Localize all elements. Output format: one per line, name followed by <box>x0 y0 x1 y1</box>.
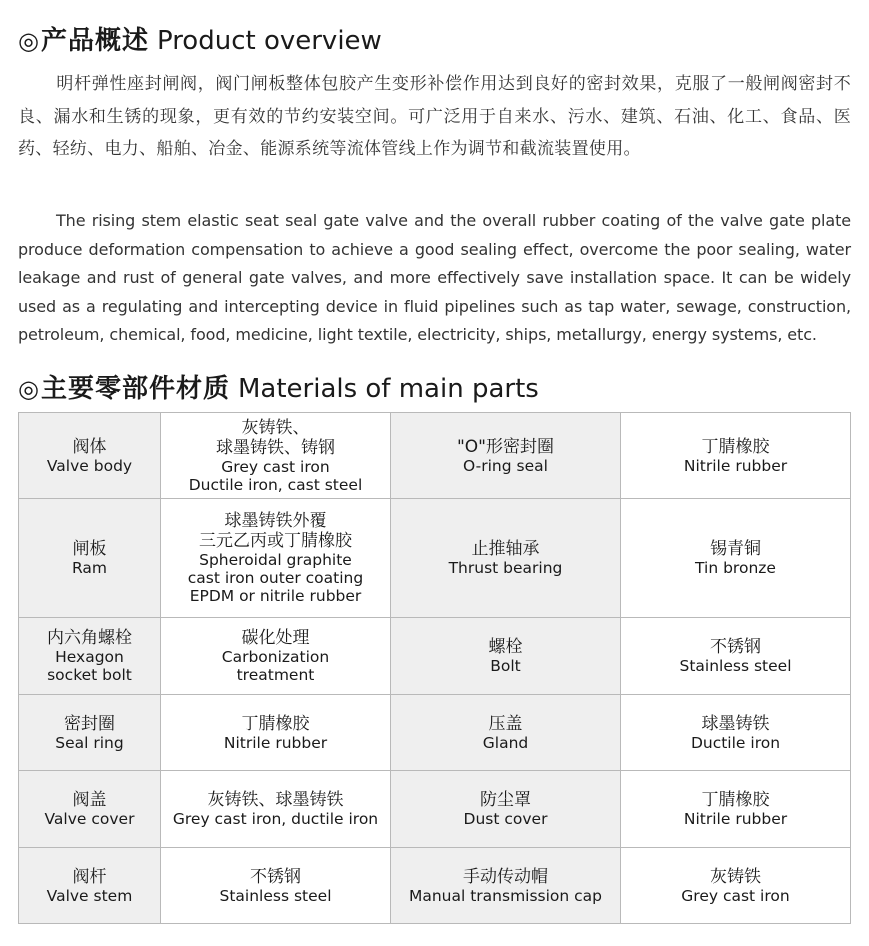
table-cell-part <box>391 848 621 924</box>
cell-text-cn: 防尘罩 <box>480 790 531 810</box>
table-cell-material <box>161 695 391 771</box>
table-row <box>19 848 851 924</box>
cell-text-cn: 闸板 <box>72 539 107 559</box>
table-cell-material <box>621 695 851 771</box>
table-cell-material <box>621 413 851 499</box>
cell-text-en: Stainless steel <box>219 886 332 905</box>
overview-heading <box>18 24 382 58</box>
cell-text-cn: 密封圈 <box>64 713 115 734</box>
table-cell-part <box>19 618 161 695</box>
cell-text-en: Ductile iron <box>690 733 781 752</box>
cell-text-cn: 压盖 <box>488 713 523 734</box>
cell-text-en: Nitrile rubber <box>223 733 328 752</box>
cell-text-cn: 碳化处理 <box>241 628 310 648</box>
cell-text-en: Nitrile rubber <box>683 810 788 828</box>
table-row <box>19 413 851 499</box>
table-cell-part <box>19 771 161 848</box>
cell-text-en: Ductile iron, cast steel <box>188 475 363 494</box>
cell-text-cn: 灰铸铁、 <box>241 417 310 438</box>
cell-text-en: Tin bronze <box>695 559 776 577</box>
table-cell-material <box>161 499 391 618</box>
cell-text-en: Grey cast iron <box>221 457 330 476</box>
cell-text-en: cast iron outer coating <box>187 569 364 587</box>
cell-text-cn: 不锈钢 <box>710 637 761 657</box>
overview-paragraph-cn <box>18 68 851 166</box>
table-cell-part <box>391 771 621 848</box>
cell-text-cn: 球墨铸铁、铸钢 <box>216 437 335 458</box>
cell-text-cn: 阀盖 <box>72 790 107 810</box>
table-row <box>19 695 851 771</box>
cell-text-cn: 锡青铜 <box>710 539 761 559</box>
circle-bullet-icon: ◎ <box>18 375 39 403</box>
table-cell-part <box>391 618 621 695</box>
cell-text-en: Ram <box>71 559 108 577</box>
table-row <box>19 499 851 618</box>
table-cell-material <box>621 618 851 695</box>
cell-text-en: Stainless steel <box>679 657 792 675</box>
cell-text-en: Grey cast iron, ductile iron <box>172 810 379 828</box>
cell-text-en: Valve cover <box>44 810 135 828</box>
cell-text-en: Hexagon <box>55 648 124 666</box>
cell-text-cn: 球墨铸铁外覆 <box>224 511 327 531</box>
cell-text-cn: 不锈钢 <box>250 866 301 887</box>
cell-text-en: Bolt <box>490 657 521 675</box>
cell-text-en: Manual transmission cap <box>408 886 603 905</box>
materials-heading <box>18 372 539 406</box>
cell-text-en: Valve stem <box>46 886 133 905</box>
cell-text-en: Spheroidal graphite <box>199 551 352 569</box>
cell-text-en: Gland <box>482 733 529 752</box>
cell-text-cn: "O"形密封圈 <box>456 436 555 457</box>
table-cell-part <box>391 413 621 499</box>
cell-text-cn: 灰铸铁 <box>710 866 761 887</box>
table-cell-material <box>161 413 391 499</box>
overview-paragraph-cn-text: 明杆弹性座封闸阀，阀门闸板整体包胶产生变形补偿作用达到良好的密封效果，克服了一般闸阀密封不良、漏水和生锈的现象，更有效的节约安装空间。可广泛用于自来水、污水、建筑、石油、化工、食品、医药、轻纺、电力、船舶、冶金、能源系统等流体管线上作为调节和截流装置使用。 <box>18 74 851 159</box>
cell-text-en: Nitrile rubber <box>683 456 788 475</box>
materials-title-en: Materials of main parts <box>237 374 539 404</box>
materials-title-cn: 主要零部件材质 <box>40 374 230 404</box>
table-cell-part <box>391 499 621 618</box>
table-cell-part <box>19 848 161 924</box>
overview-paragraph-en <box>18 207 851 350</box>
overview-title-en: Product overview <box>156 26 382 56</box>
cell-text-en: Seal ring <box>55 733 124 752</box>
table-row <box>19 771 851 848</box>
table-row <box>19 618 851 695</box>
cell-text-en: treatment <box>236 666 315 684</box>
cell-text-cn: 丁腈橡胶 <box>241 713 310 734</box>
cell-text-cn: 内六角螺栓 <box>47 628 132 648</box>
table-cell-part <box>19 695 161 771</box>
cell-text-cn: 止推轴承 <box>471 539 540 559</box>
cell-text-cn: 手动传动帽 <box>463 866 548 887</box>
overview-title-cn: 产品概述 <box>40 26 149 56</box>
table-cell-part <box>19 499 161 618</box>
cell-text-cn: 阀体 <box>72 436 107 457</box>
cell-text-cn: 丁腈橡胶 <box>701 790 770 810</box>
cell-text-cn: 球墨铸铁 <box>701 713 770 734</box>
materials-table <box>18 412 851 924</box>
table-cell-material <box>621 499 851 618</box>
cell-text-en: Thrust bearing <box>448 559 563 577</box>
table-cell-material <box>161 618 391 695</box>
cell-text-en: O-ring seal <box>463 456 548 475</box>
cell-text-en: Valve body <box>46 456 133 475</box>
cell-text-cn: 阀杆 <box>72 866 107 887</box>
cell-text-cn: 丁腈橡胶 <box>701 436 770 457</box>
table-cell-material <box>621 848 851 924</box>
overview-paragraph-en-text: The rising stem elastic seat seal gate valve and the overall rubber coating of the valve gate plate produce deformation compensation to achieve a good sealing effect, overcome the poor sealing, water leakage and rust of general gate valves, and more effectively save installation space. It can be widely used as a regulating and intercepting device in fluid pipelines such as tap water, sewage, construction, petroleum, chemical, food, medicine, light textile, electricity, ships, metallurgy, energy systems, etc. <box>18 211 851 345</box>
cell-text-cn: 三元乙丙或丁腈橡胶 <box>199 531 352 551</box>
cell-text-en: EPDM or nitrile rubber <box>189 587 362 605</box>
table-cell-material <box>161 771 391 848</box>
cell-text-en: Grey cast iron <box>681 886 790 905</box>
table-cell-part <box>391 695 621 771</box>
cell-text-cn: 灰铸铁、球墨铸铁 <box>207 790 344 810</box>
cell-text-en: Carbonization <box>221 648 330 666</box>
table-cell-material <box>621 771 851 848</box>
table-cell-material <box>161 848 391 924</box>
cell-text-en: socket bolt <box>47 666 132 684</box>
cell-text-en: Dust cover <box>463 810 548 828</box>
circle-bullet-icon: ◎ <box>18 27 39 55</box>
cell-text-cn: 螺栓 <box>488 637 523 657</box>
table-cell-part <box>19 413 161 499</box>
